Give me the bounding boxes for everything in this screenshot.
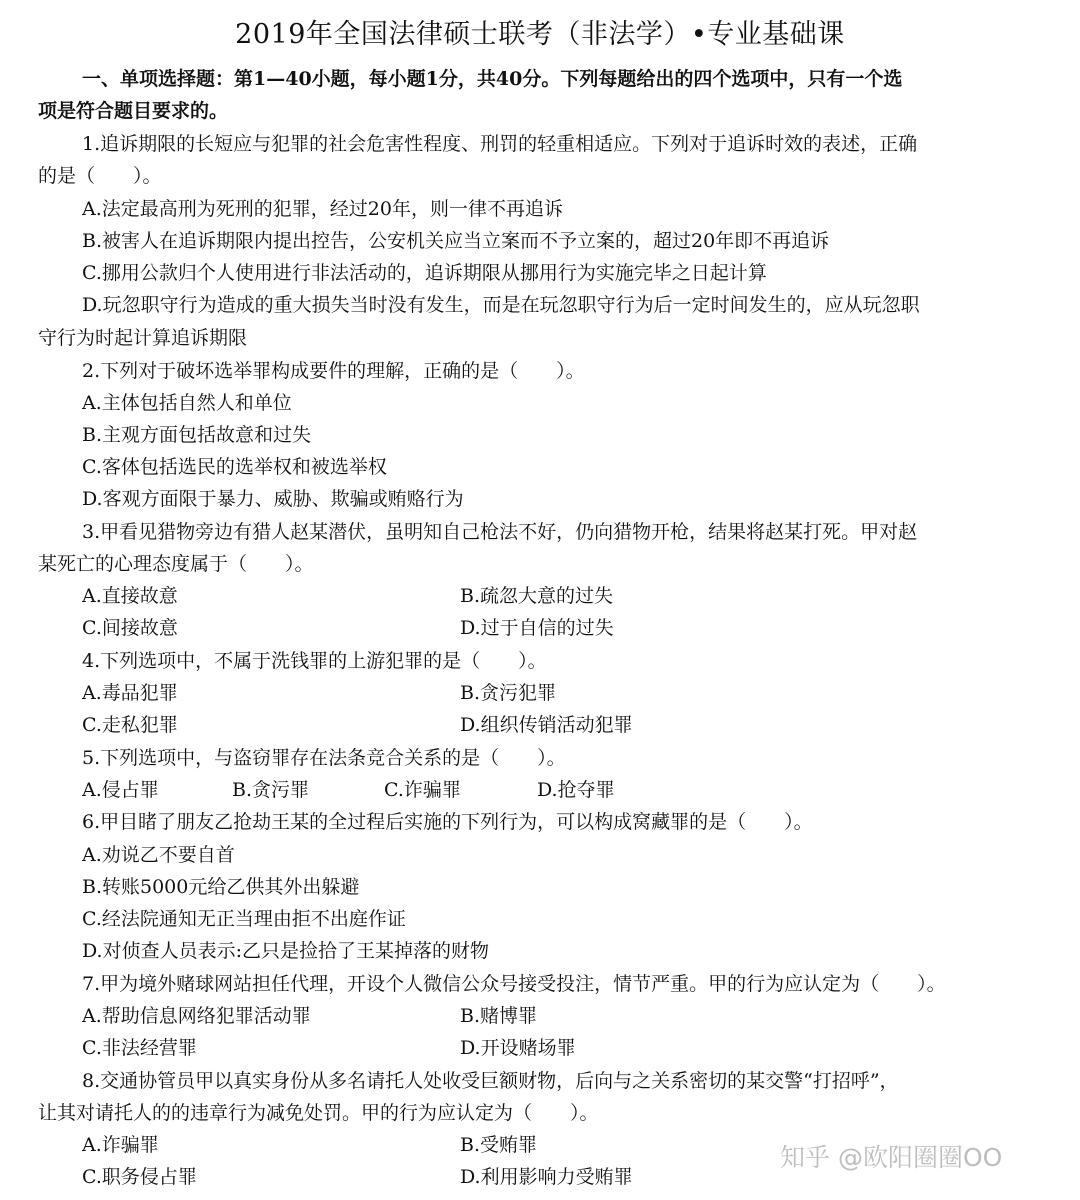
q8-stem-line1: 8.交通协管员甲以真实身份从多名请托人处收受巨额财物，后向与之关系密切的某交警“打招呼”， [82, 1070, 899, 1092]
section-heading-line2: 项是符合题目要求的。 [38, 100, 229, 122]
q1-option-d-line2: 守行为时起计算追诉期限 [38, 327, 248, 349]
q5-option-a: A.侵占罪 [82, 779, 159, 801]
q6-option-c: C.经法院通知无正当理由拒不出庭作证 [82, 908, 406, 930]
zhihu-watermark: 知乎 @欧阳圈圈OO [780, 1143, 1003, 1172]
q3-stem-line2: 某死亡的心理态度属于（ ）。 [38, 553, 314, 575]
q8-option-a: A.诈骗罪 [82, 1134, 159, 1156]
q2-option-d: D.客观方面限于暴力、威胁、欺骗或贿赂行为 [82, 488, 464, 510]
q1-stem-line1: 1.追诉期限的长短应与犯罪的社会危害性程度、刑罚的轻重相适应。下列对于追诉时效的表述，正确 [82, 133, 918, 155]
q5-option-d: D.抢夺罪 [537, 779, 615, 801]
q7-option-a: A.帮助信息网络犯罪活动罪 [82, 1005, 311, 1027]
q1-option-b: B.被害人在追诉期限内提出控告，公安机关应当立案而不予立案的，超过20年即不再追诉 [82, 230, 830, 252]
q2-option-b: B.主观方面包括故意和过失 [82, 424, 312, 446]
q8-option-c: C.职务侵占罪 [82, 1166, 197, 1188]
q2-option-a: A.主体包括自然人和单位 [82, 392, 292, 414]
q8-option-b: B.受贿罪 [460, 1134, 538, 1156]
q7-options-row1 [82, 1002, 1048, 1032]
q1-option-d-line1: D.玩忽职守行为造成的重大损失当时没有发生，而是在玩忽职守行为后一定时间发生的，应从玩忽职 [82, 294, 920, 316]
q5-option-b: B.贪污罪 [232, 779, 310, 801]
q3-option-b: B.疏忽大意的过失 [460, 585, 614, 607]
q7-options-row2 [82, 1034, 1048, 1064]
q8-option-d: D.利用影响力受贿罪 [460, 1166, 633, 1188]
q1-stem-line2: 的是（ ）。 [38, 165, 162, 187]
q3-option-d: D.过于自信的过失 [460, 617, 614, 639]
q2-stem: 2.下列对于破坏选举罪构成要件的理解，正确的是（ ）。 [82, 360, 585, 382]
q3-options-row1 [82, 582, 1048, 612]
q4-option-a: A.毒品犯罪 [82, 682, 178, 704]
q7-option-b: B.赌博罪 [460, 1005, 538, 1027]
q7-option-d: D.开设赌场罪 [460, 1037, 576, 1059]
q5-option-c: C.诈骗罪 [384, 779, 461, 801]
q3-option-a: A.直接故意 [82, 585, 178, 607]
q1-option-c: C.挪用公款归个人使用进行非法活动的，追诉期限从挪用行为实施完毕之日起计算 [82, 262, 767, 284]
q7-option-c: C.非法经营罪 [82, 1037, 197, 1059]
q8-stem-line2: 让其对请托人的的违章行为减免处罚。甲的行为应认定为（ ）。 [38, 1102, 599, 1124]
q4-option-c: C.走私犯罪 [82, 714, 178, 736]
q4-options-row1 [82, 679, 1048, 709]
q5-options-row [82, 776, 1048, 806]
q4-option-d: D.组织传销活动犯罪 [460, 714, 633, 736]
q6-option-a: A.劝说乙不要自首 [82, 844, 235, 866]
q6-stem: 6.甲目睹了朋友乙抢劫王某的全过程后实施的下列行为，可以构成窝藏罪的是（ ）。 [82, 811, 813, 833]
page-title: 2019年全国法律硕士联考（非法学）•专业基础课 [235, 19, 845, 50]
q3-stem-line1: 3.甲看见猎物旁边有猎人赵某潜伏，虽明知自己枪法不好，仍向猎物开枪，结果将赵某打死。甲对赵 [82, 521, 918, 543]
q1-option-a: A.法定最高刑为死刑的犯罪，经过20年，则一律不再追诉 [82, 198, 563, 220]
q7-stem: 7.甲为境外赌球网站担任代理，开设个人微信公众号接受投注，情节严重。甲的行为应认定为（ ）。 [82, 973, 946, 995]
q2-option-c: C.客体包括选民的选举权和被选举权 [82, 456, 387, 478]
q6-option-b: B.转账5000元给乙供其外出躲避 [82, 876, 360, 898]
q6-option-d: D.对侦查人员表示:乙只是捡拾了王某掉落的财物 [82, 940, 489, 962]
section-heading-line1: 一、单项选择题：第1—40小题，每小题1分，共40分。下列每题给出的四个选项中，只有一个选 [82, 68, 903, 90]
q4-option-b: B.贪污犯罪 [460, 682, 557, 704]
q5-stem: 5.下列选项中，与盗窃罪存在法条竞合关系的是（ ）。 [82, 747, 566, 769]
q3-options-row2 [82, 614, 1048, 644]
q4-options-row2 [82, 711, 1048, 741]
q3-option-c: C.间接故意 [82, 617, 178, 639]
q4-stem: 4.下列选项中，不属于洗钱罪的上游犯罪的是（ ）。 [82, 650, 547, 672]
